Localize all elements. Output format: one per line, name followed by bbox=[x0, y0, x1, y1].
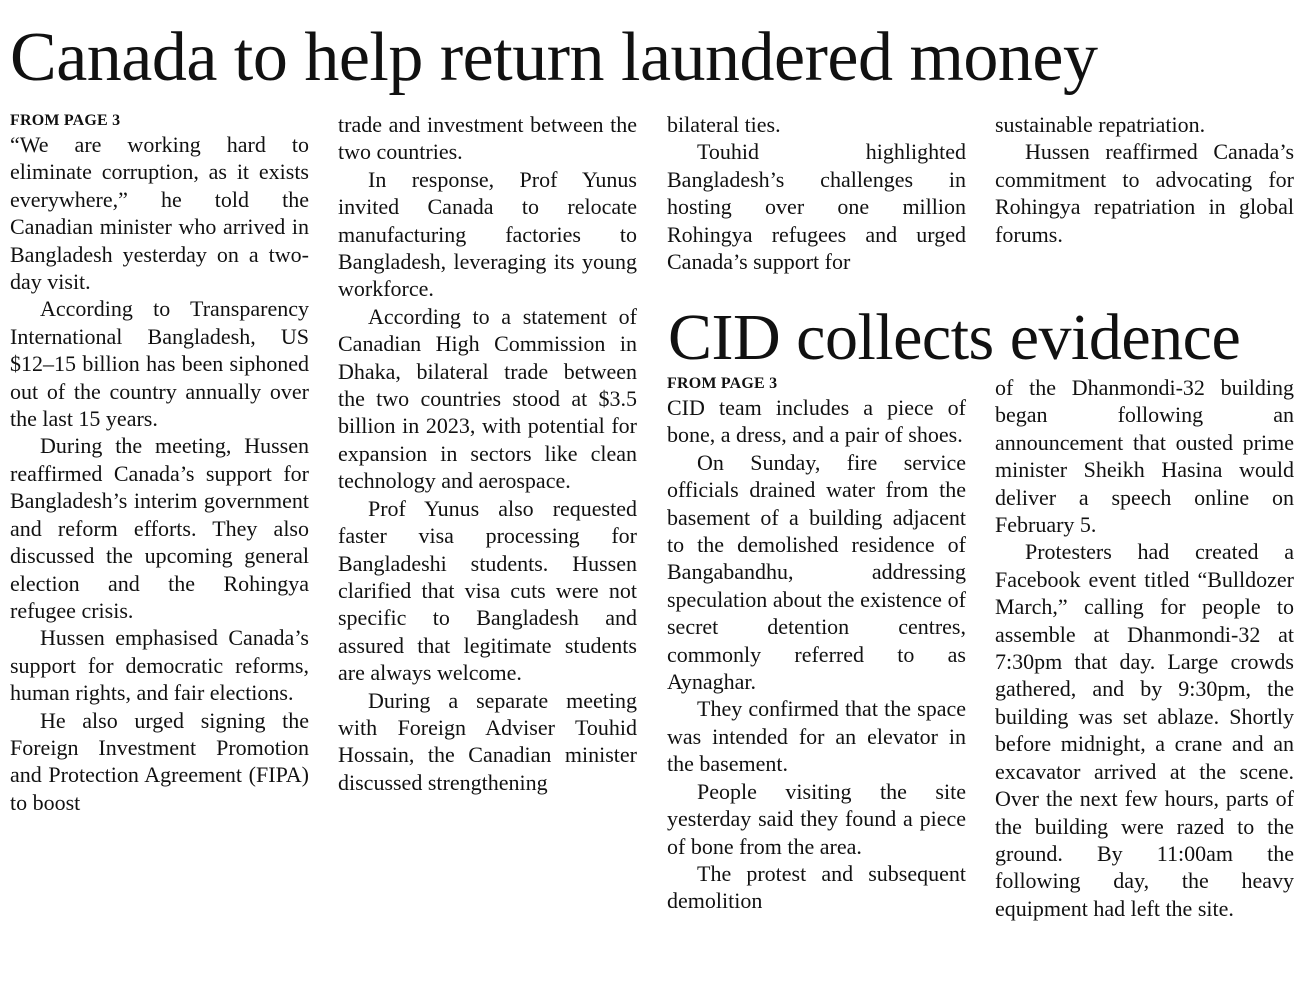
headline-canada: Canada to help return laundered money bbox=[10, 19, 1098, 96]
paragraph: sustainable repatriation. bbox=[995, 112, 1206, 137]
paragraph: Hussen reaffirmed Canada’s commitment to advocating for Rohingya repatriation in global forums. bbox=[995, 139, 1294, 247]
paragraph: The protest and subsequent demolition bbox=[667, 860, 966, 914]
paragraph: Prof Yunus also requested faster visa processing for Bangladeshi students. Hussen clarified that visa cuts were not specific to Bangladesh and assured that legitimate students are always welcome. bbox=[338, 495, 637, 686]
headline-cid: CID collects evidence bbox=[668, 301, 1241, 374]
paragraph: On Sunday, fire service officials drained water from the basement of a building adjacent to the demolished residence of Bangabandhu, addressing speculation about the existence of secret detention centres, commonly referred to as Aynaghar. bbox=[667, 449, 966, 695]
paragraph: During the meeting, Hussen reaffirmed Canada’s support for Bangladesh’s interim government and reform efforts. They also discussed the upcoming general election and the Rohingya refugee crisis. bbox=[10, 433, 309, 623]
article2-column-1 bbox=[667, 374, 966, 915]
kicker-from-page-3: FROM PAGE 3 bbox=[10, 112, 121, 129]
paragraph: CID team includes a piece of bone, a dress, and a pair of shoes. bbox=[667, 395, 966, 448]
paragraph: “We are working hard to eliminate corruption, as it exists everywhere,” he told the Canadian minister who arrived in Bangladesh yesterday on a two-day visit. bbox=[10, 132, 309, 295]
paragraph: of the Dhanmondi-32 building began following an announcement that ousted prime minister Sheikh Hasina would deliver a speech online on February 5. bbox=[995, 375, 1294, 538]
paragraph: They confirmed that the space was intended for an elevator in the basement. bbox=[667, 696, 966, 777]
article1-column-4 bbox=[995, 111, 1294, 248]
paragraph: People visiting the site yesterday said they found a piece of bone from the area. bbox=[667, 778, 966, 859]
paragraph: According to Transparency International Bangladesh, US $12–15 billion has been siphoned out of the country annually over the last 15 years. bbox=[10, 296, 309, 432]
article2-column-2 bbox=[995, 374, 1294, 922]
paragraph: In response, Prof Yunus invited Canada to relocate manufacturing factories to Bangladesh, leveraging its young workforce. bbox=[338, 166, 637, 302]
paragraph: bilateral ties. bbox=[667, 112, 781, 137]
paragraph: trade and investment between the two countries. bbox=[338, 112, 637, 165]
paragraph: Protesters had created a Facebook event titled “Bulldozer March,” calling for people to assemble at Dhanmondi-32 at 7:30pm that day. Large crowds gathered, and by 9:30pm, the building was set ablaze. Shortly before midnight, a crane and an excavator arrived at the scene. Over the next few hours, parts of the building were razed to the ground. By 11:00am the following day, the heavy equipment had left the site. bbox=[995, 539, 1294, 921]
paragraph: Hussen emphasised Canada’s support for democratic reforms, human rights, and fair elections. bbox=[10, 625, 309, 706]
paragraph: According to a statement of Canadian High Commission in Dhaka, bilateral trade between the two countries stood at $3.5 billion in 2023, with potential for expansion in sectors like clean technology and aerospace. bbox=[338, 303, 637, 494]
article1-column-1 bbox=[10, 111, 309, 816]
paragraph: Touhid highlighted Bangladesh’s challenges in hosting over one million Rohingya refugees and urged Canada’s support for bbox=[667, 139, 966, 275]
article1-column-2 bbox=[338, 111, 637, 796]
paragraph: He also urged signing the Foreign Investment Promotion and Protection Agreement (FIPA) to boost bbox=[10, 707, 309, 815]
kicker-from-page-3: FROM PAGE 3 bbox=[667, 375, 778, 392]
article1-column-3 bbox=[667, 111, 966, 275]
paragraph: During a separate meeting with Foreign Adviser Touhid Hossain, the Canadian minister discussed strengthening bbox=[338, 687, 637, 795]
